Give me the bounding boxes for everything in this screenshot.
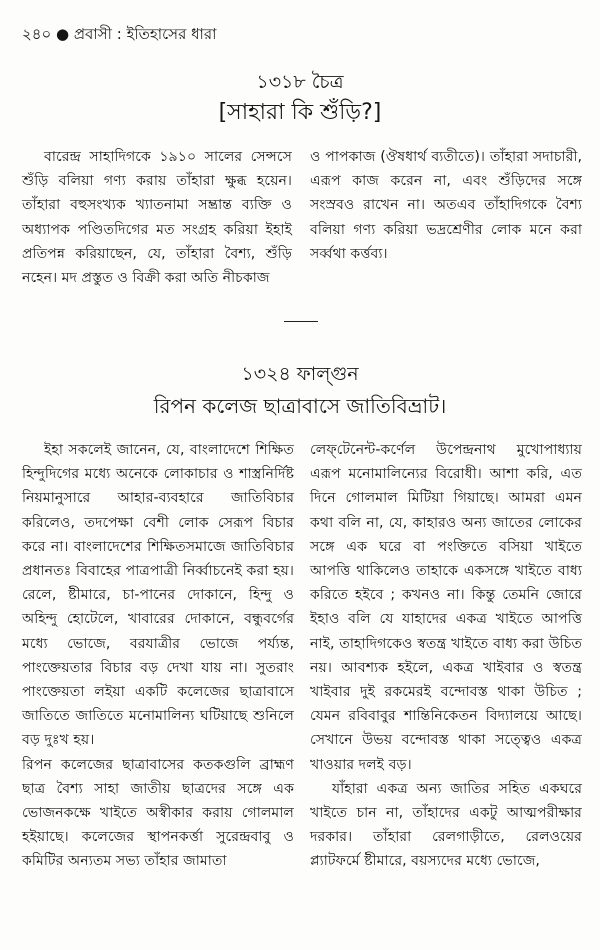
section1-right-paragraph: ও পাপকাজ (ঔষধার্থ ব্যতীতে)। তাঁহারা সদাচারী, এরূপ কাজ করেন না, এবং শুঁড়িদের সঙ্গে সংস্রবও রাখেন না। অতএব তাঁহাদিগকে বৈশ্য বলিয়া গণ্য করিয়া ভদ্রশ্রেণীর লোক মনে করা সর্ব্বথা কর্ত্তব্য। [310,149,582,262]
section2-right-paragraph-1: লেফ্‌টেনেন্ট-কর্ণেল উপেন্দ্রনাথ মুখোপাধ্যায় এরূপ মনোমালিন্যের বিরোধী। আশা করি, এত দিনে গোলমাল মিটিয়া গিয়াছে। আমরা এমন কথা বলি না, যে, কাহারও অন্য জাতের লোকের সঙ্গে এক ঘরে বা পংক্তিতে বসিয়া খাইতে আপত্তি থাকিলেও তাহাকে একসঙ্গে খাইতে বাধ্য করিতে হইবে ; কখনও না। কিন্তু তেমনি জোরে ইহাও বলি যে যাহাদের একত্র খাইতে আপত্তি নাই, তাহাদিগকেও স্বতন্ত্র খাইতে বাধ্য করা উচিত নয়। আবশ্যক হইলে, একত্র খাইবার ও স্বতন্ত্র খাইবার দুই রকমেরই বন্দোবস্ত থাকা উচিত ; যেমন রবিবাবুর শান্তিনিকেতন বিদ্যালয়ে আছে। সেখানে উভয় বন্দোবস্ত থাকা সত্ত্বেও একত্র খাওয়ার দলই বড়। [310,442,582,773]
section2-left-paragraph-1: ইহা সকলেই জানেন, যে, বাংলাদেশে শিক্ষিত হিন্দুদিগের মধ্যে অনেকে লোকাচার ও শাস্ত্রনির্দিষ্ট নিয়মানুসারে আহার-ব্যবহারে জাতিবিচার করিলেও, তদপেক্ষা বেশী লোক সেরূপ বিচার করে না। বাংলাদেশের শিক্ষিতসমাজে জাতিবিচার প্রধানতঃ বিবাহের পাত্রপাত্রী নির্ব্বাচনেই করা হয়। রেলে, ষ্টীমারে, চা-পানের দোকানে, হিন্দু ও অহিন্দু হোটেলে, খাবারের দোকানে, বন্ধুবর্গের মধ্যে ভোজে, বরযাত্রীর ভোজে পর্য্যন্ত, পাংক্তেয়তার বিচার বড় দেখা যায় না। সুতরাং পাংক্তেয়তা লইয়া একটি কলেজের ছাত্রাবাসে জাতিতে জাতিতে মনোমালিন্য ঘটিয়াছে শুনিলে বড় দুঃখ হয়। [22,442,294,749]
section2-title: রিপন কলেজ ছাত্রাবাসে জাতিবিভ্রাট। [153,394,447,418]
section-divider [284,321,318,322]
section1-left-paragraph: বারেন্দ্র সাহাদিগকে ১৯১০ সালের সেন্সসে শুঁড়ি বলিয়া গণ্য করায় তাঁহারা ক্ষুব্ধ হয়েন। তাঁহারা বহুসংখ্যক খ্যাতনামা সম্ভ্রান্ত ব্যক্তি ও অধ্যাপক পণ্ডিতদিগের মত সংগ্রহ করিয়া ইহাই প্রতিপন্ন করিয়াছেন, যে, তাঁহারা বৈশ্য, শুঁড়ি নহেন। মদ প্রস্তুত ও বিক্রী করা অতি নীচকাজ [22,149,292,287]
section2-right-column [310,438,582,874]
section1-title: [সাহারা কি শুঁড়ি?] [218,100,382,125]
section2-left-paragraph-2: রিপন কলেজের ছাত্রাবাসের কতকগুলি ব্রাহ্মণ ছাত্র বৈশ্য সাহা জাতীয় ছাত্রদের সঙ্গে এক ভোজনকক্ষে খাইতে অস্বীকার করায় গোলমাল হইয়াছে। কলেজের স্থাপনকর্ত্তা সুরেন্দ্রবাবু ও কমিটির অন্যতম সভ্য তাঁহার জামাতা [22,756,294,870]
running-head: ২৪০ ● প্রবাসী : ইতিহাসের ধারা [22,25,217,43]
section1-left-column [22,145,292,290]
section2-left-column [22,438,294,874]
section2-date: ১৩২৪ ফাল্গুন [241,363,359,385]
section2-right-paragraph-2: যাঁহারা একত্র অন্য জাতির সহিত একঘরে খাইতে চান না, তাঁহাদের একটু আত্মপরীক্ষার দরকার। তাঁহারা রেলগাড়ীতে, রেলওয়ের প্ল্যাটফর্মে ষ্টীমারে, বয়স্যদের মধ্যে ভোজে, [310,780,582,870]
section1-right-column [310,145,582,266]
section1-date: ১৩১৮ চৈত্র [256,71,344,93]
